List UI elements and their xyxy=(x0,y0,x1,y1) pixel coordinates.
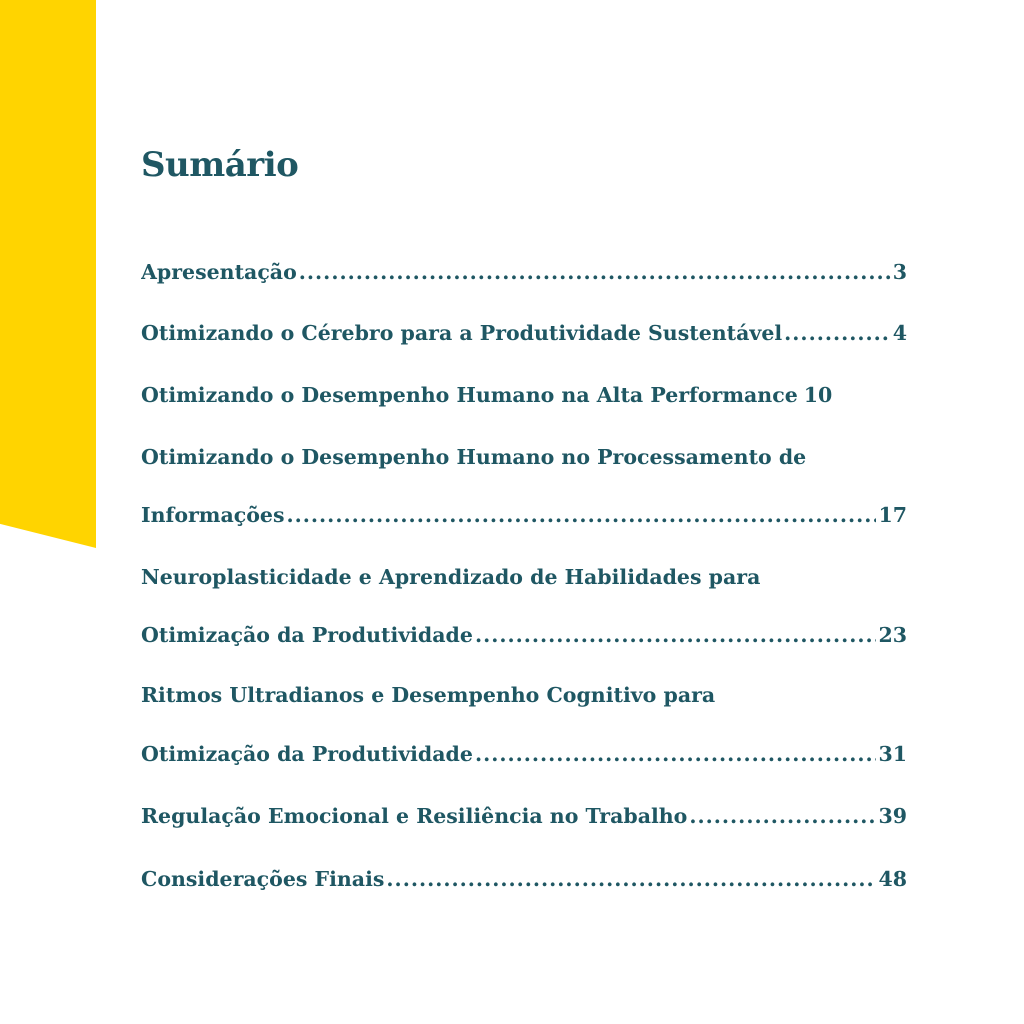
toc-entry-consideracoes-finais[interactable] xyxy=(141,864,907,894)
toc-entry-neuroplasticidade[interactable] xyxy=(141,620,907,650)
toc-page-number: 23 xyxy=(878,623,907,647)
toc-entry-ritmos[interactable] xyxy=(141,739,907,769)
toc-entry-label: Neuroplasticidade e Aprendizado de Habilidades para xyxy=(141,565,761,589)
toc-entry-apresentacao[interactable] xyxy=(141,257,907,287)
toc-entry-label: Otimizando o Cérebro para a Produtividade Sustentável xyxy=(141,321,783,345)
toc-entry-label: Considerações Finais xyxy=(141,867,385,891)
toc-entry-alta-performance[interactable] xyxy=(141,380,907,410)
toc-page-number: 39 xyxy=(878,804,907,828)
toc-entry-label: Otimização da Produtividade xyxy=(141,742,473,766)
toc-leader-dots xyxy=(386,864,876,894)
toc-entry-label: Regulação Emocional e Resiliência no Trabalho xyxy=(141,804,688,828)
toc-page-number: 31 xyxy=(878,742,907,766)
toc-entry-label: Apresentação xyxy=(141,260,297,284)
toc-entry-label: Informações xyxy=(141,503,285,527)
toc-page-number: 3 xyxy=(892,260,907,284)
toc-entry-neuroplasticidade-line1[interactable] xyxy=(141,562,907,592)
toc-entry-processamento-line1[interactable] xyxy=(141,442,907,472)
toc-page-number: 10 xyxy=(803,383,833,407)
toc-entry-label: Ritmos Ultradianos e Desempenho Cognitivo para xyxy=(141,683,716,707)
toc-leader-dots xyxy=(689,801,876,831)
toc-entry-otimizando-cerebro[interactable] xyxy=(141,318,907,348)
toc-entry-label: Otimização da Produtividade xyxy=(141,623,473,647)
toc-leader-dots xyxy=(475,620,877,650)
toc-leader-dots xyxy=(287,500,877,530)
toc-entry-ritmos-line1[interactable] xyxy=(141,680,907,710)
toc-entry-regulacao-emocional[interactable] xyxy=(141,801,907,831)
toc-page-number: 4 xyxy=(892,321,907,345)
toc-entry-label: Otimizando o Desempenho Humano na Alta Performance xyxy=(141,383,798,407)
yellow-accent-band xyxy=(0,0,96,548)
page-title: Sumário xyxy=(141,145,299,185)
toc-leader-dots xyxy=(784,318,891,348)
toc-leader-dots xyxy=(475,739,877,769)
toc-entry-processamento[interactable] xyxy=(141,500,907,530)
toc-entry-label: Otimizando o Desempenho Humano no Processamento de xyxy=(141,445,807,469)
toc-leader-dots xyxy=(299,257,891,287)
toc-page-number: 17 xyxy=(878,503,907,527)
toc-page-number: 48 xyxy=(878,867,907,891)
